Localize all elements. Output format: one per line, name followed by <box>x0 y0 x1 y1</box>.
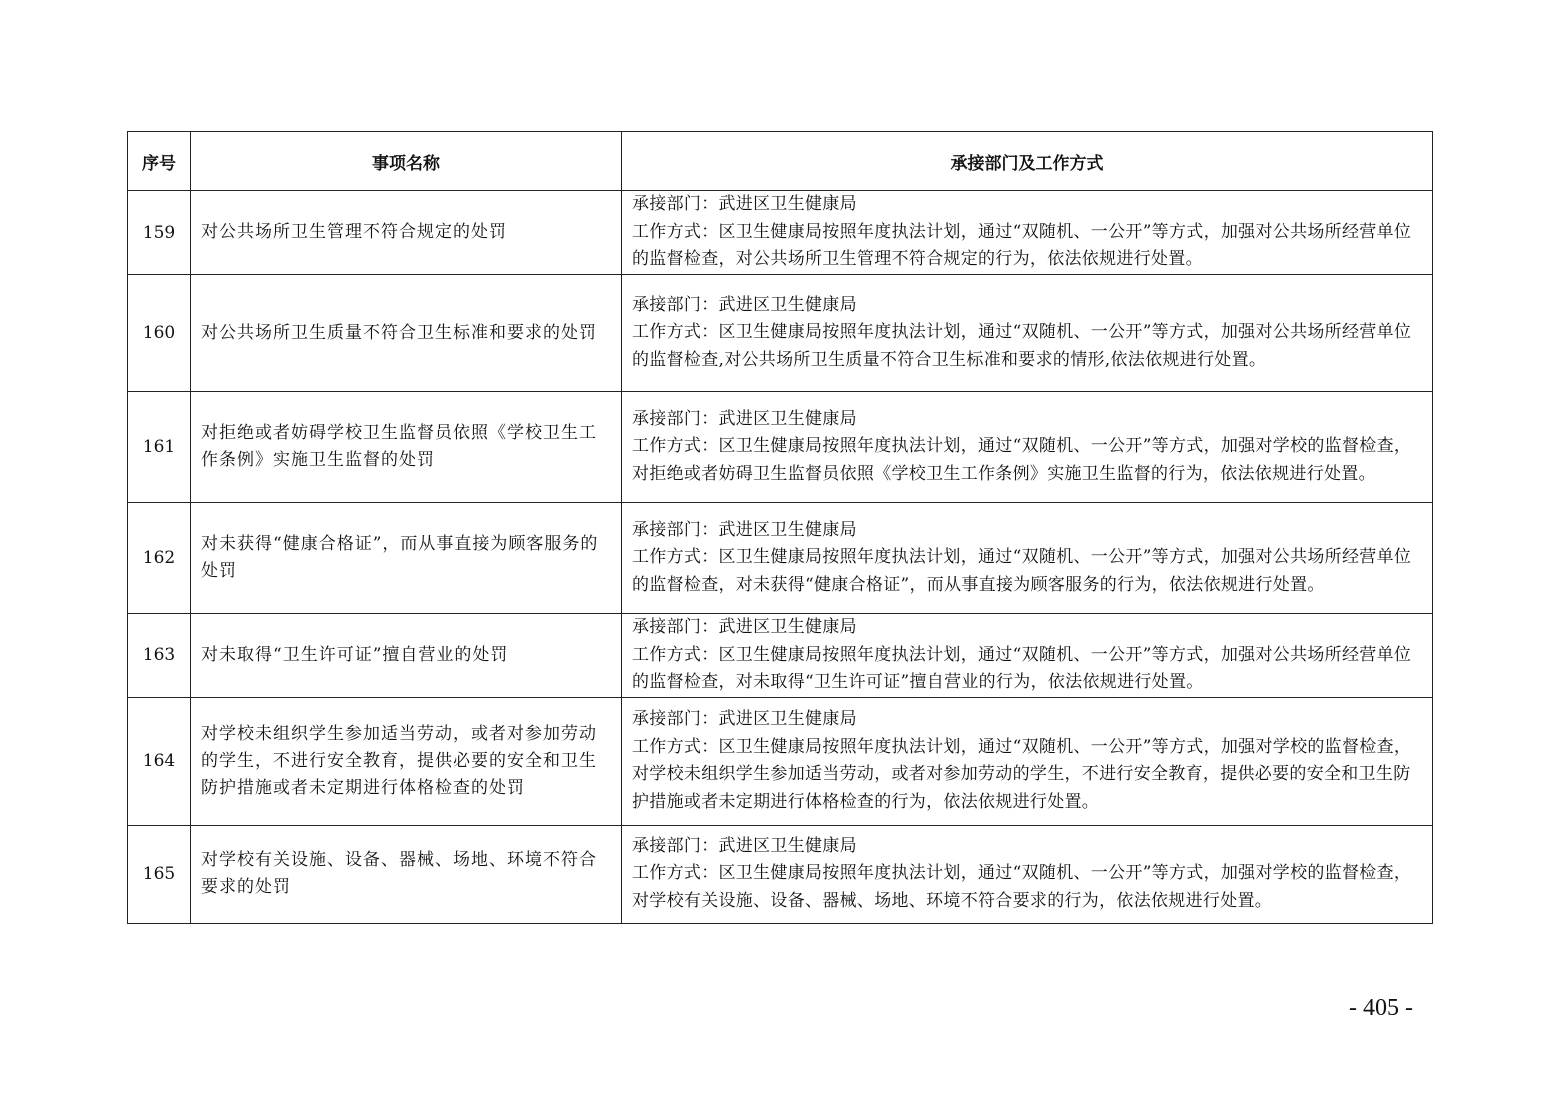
row-dept-method <box>622 825 1433 923</box>
header-item-name: 事项名称 <box>191 132 622 191</box>
header-dept-method: 承接部门及工作方式 <box>622 132 1433 191</box>
dept-label: 承接部门：武进区卫生健康局 <box>632 194 857 215</box>
row-seq: 162 <box>128 503 191 614</box>
row-seq: 165 <box>128 825 191 923</box>
header-seq: 序号 <box>128 132 191 191</box>
dept-label: 承接部门：武进区卫生健康局 <box>632 835 857 856</box>
table-row <box>128 825 1433 923</box>
table-row <box>128 191 1433 275</box>
table-row <box>128 697 1433 825</box>
row-dept-method <box>622 392 1433 503</box>
row-seq: 163 <box>128 614 191 698</box>
dept-label: 承接部门：武进区卫生健康局 <box>632 519 857 540</box>
row-dept-method <box>622 275 1433 392</box>
dept-label: 承接部门：武进区卫生健康局 <box>632 408 857 429</box>
row-dept-method <box>622 614 1433 698</box>
row-item-name: 对拒绝或者妨碍学校卫生监督员依照《学校卫生工作条例》实施卫生监督的处罚 <box>191 392 622 503</box>
matters-table <box>127 131 1433 924</box>
table-row <box>128 614 1433 698</box>
row-seq: 160 <box>128 275 191 392</box>
dept-label: 承接部门：武进区卫生健康局 <box>632 294 857 315</box>
row-seq: 159 <box>128 191 191 275</box>
row-item-name: 对公共场所卫生管理不符合规定的处罚 <box>191 191 622 275</box>
work-method: 工作方式：区卫生健康局按照年度执法计划，通过“双随机、一公开”等方式，加强对公共场所经营单位的监督检查，对公共场所卫生管理不符合规定的行为，依法依规进行处置。 <box>632 221 1412 270</box>
row-item-name: 对学校有关设施、设备、器械、场地、环境不符合要求的处罚 <box>191 825 622 923</box>
row-item-name: 对公共场所卫生质量不符合卫生标准和要求的处罚 <box>191 275 622 392</box>
row-seq: 161 <box>128 392 191 503</box>
table-row <box>128 392 1433 503</box>
row-dept-method <box>622 503 1433 614</box>
work-method: 工作方式：区卫生健康局按照年度执法计划，通过“双随机、一公开”等方式，加强对公共场所经营单位的监督检查，对未取得“卫生许可证”擅自营业的行为，依法依规进行处置。 <box>632 644 1412 692</box>
page-number: - 405 - <box>1349 995 1413 1021</box>
dept-label: 承接部门：武进区卫生健康局 <box>632 709 857 729</box>
row-item-name: 对未获得“健康合格证”，而从事直接为顾客服务的处罚 <box>191 503 622 614</box>
work-method: 工作方式：区卫生健康局按照年度执法计划，通过“双随机、一公开”等方式，加强对学校的监督检查，对学校未组织学生参加适当劳动，或者对参加劳动的学生，不进行安全教育，提供必要的安全和卫生防护措施或者未定期进行体格检查的行为，依法依规进行处置。 <box>632 736 1412 812</box>
work-method: 工作方式：区卫生健康局按照年度执法计划，通过“双随机、一公开”等方式，加强对学校的监督检查，对拒绝或者妨碍卫生监督员依照《学校卫生工作条例》实施卫生监督的行为，依法依规进行处置。 <box>632 436 1412 484</box>
row-dept-method <box>622 697 1433 825</box>
table-row <box>128 275 1433 392</box>
row-seq: 164 <box>128 697 191 825</box>
table-row <box>128 503 1433 614</box>
work-method: 工作方式：区卫生健康局按照年度执法计划，通过“双随机、一公开”等方式，加强对学校的监督检查，对学校有关设施、设备、器械、场地、环境不符合要求的行为，依法依规进行处置。 <box>632 863 1412 911</box>
row-item-name: 对学校未组织学生参加适当劳动，或者对参加劳动的学生，不进行安全教育，提供必要的安全和卫生防护措施或者未定期进行体格检查的处罚 <box>191 697 622 825</box>
work-method: 工作方式：区卫生健康局按照年度执法计划，通过“双随机、一公开”等方式，加强对公共场所经营单位的监督检查，对未获得“健康合格证”，而从事直接为顾客服务的行为，依法依规进行处置。 <box>632 547 1412 595</box>
dept-label: 承接部门：武进区卫生健康局 <box>632 617 857 637</box>
work-method: 工作方式：区卫生健康局按照年度执法计划，通过“双随机、一公开”等方式，加强对公共场所经营单位的监督检查,对公共场所卫生质量不符合卫生标准和要求的情形,依法依规进行处置。 <box>632 322 1412 370</box>
header-row <box>128 132 1433 191</box>
row-dept-method <box>622 191 1433 275</box>
row-item-name: 对未取得“卫生许可证”擅自营业的处罚 <box>191 614 622 698</box>
